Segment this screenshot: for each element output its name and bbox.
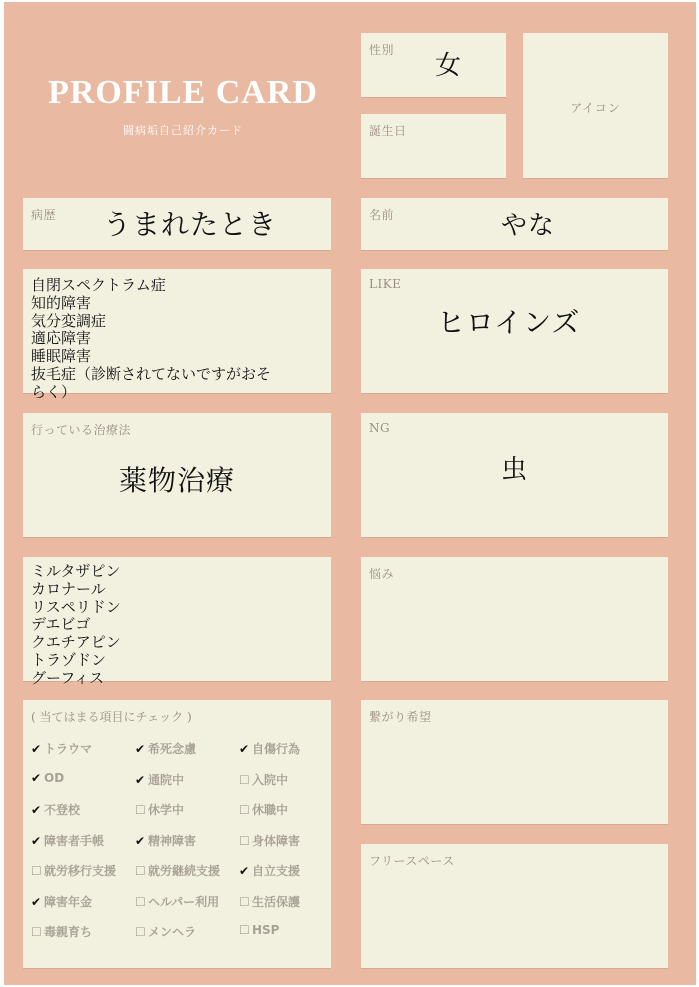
profile-card — [4, 2, 696, 985]
diagnosis-item: 睡眠障害 — [31, 347, 92, 366]
checklist-item[interactable] — [239, 923, 279, 937]
empty-checkbox-icon[interactable]: ☐ — [135, 803, 146, 817]
checklist-item[interactable] — [31, 740, 92, 757]
medication-item: リスペリドン — [31, 597, 121, 616]
empty-checkbox-icon[interactable]: ☐ — [31, 925, 42, 939]
medication-item: グーフィス — [31, 668, 105, 687]
checklist-item[interactable] — [239, 801, 288, 818]
diagnoses-list — [31, 277, 271, 402]
checklist-item[interactable] — [239, 862, 300, 879]
treatment-value: 薬物治療 — [119, 464, 236, 497]
checklist-item-label: 通院中 — [148, 772, 185, 787]
treatment-box — [23, 413, 331, 537]
checklist-item[interactable] — [135, 923, 196, 940]
checklist-item-label: 自立支援 — [252, 864, 301, 878]
checklist-item[interactable] — [135, 740, 196, 757]
ng-label: NG — [369, 421, 391, 435]
checklist-item[interactable] — [239, 832, 300, 849]
checklist-item[interactable] — [135, 862, 220, 879]
empty-checkbox-icon[interactable]: ☐ — [239, 803, 250, 817]
checklist-item-label: 障害者手帳 — [44, 833, 105, 848]
worries-label: 悩み — [369, 567, 395, 581]
checklist-item[interactable] — [239, 740, 300, 757]
like-value: ヒロインズ — [437, 306, 581, 339]
treatment-label: 行っている治療法 — [31, 423, 132, 437]
checkmark-icon[interactable]: ✔ — [135, 833, 146, 848]
birthday-label: 誕生日 — [369, 124, 407, 138]
icon-label: アイコン — [570, 101, 621, 115]
empty-checkbox-icon[interactable]: ☐ — [135, 925, 146, 939]
gender-label: 性別 — [369, 43, 395, 57]
gender-box — [361, 33, 506, 97]
like-box — [361, 269, 668, 393]
checklist-item-label: 不登校 — [44, 803, 81, 817]
checkmark-icon[interactable]: ✔ — [31, 742, 42, 756]
checkmark-icon[interactable]: ✔ — [31, 894, 42, 909]
diagnosis-item: 知的障害 — [31, 293, 92, 312]
checklist-item-label: 休学中 — [148, 803, 185, 817]
free-space-box — [361, 844, 668, 968]
birthday-box — [361, 114, 506, 178]
diagnosis-item: らく） — [31, 382, 77, 401]
diagnosis-item: 自閉スペクトラム症 — [31, 276, 166, 294]
name-box — [361, 198, 668, 250]
diagnosis-item: 気分変調症 — [31, 311, 107, 330]
empty-checkbox-icon[interactable]: ☐ — [239, 923, 250, 937]
checkmark-icon[interactable]: ✔ — [135, 772, 146, 787]
checklist-item[interactable] — [31, 893, 92, 910]
checklist-item-label: 身体障害 — [252, 833, 301, 848]
checklist-item-label: 就労移行支援 — [44, 864, 117, 878]
checklist-item-label: トラウマ — [44, 742, 93, 756]
diagnosis-item: 適応障害 — [31, 329, 92, 348]
medication-item: デエビゴ — [31, 615, 91, 634]
diagnosis-item: 抜毛症（診断されてないですがおそ — [31, 364, 272, 383]
medications-box — [23, 557, 331, 687]
page-subtitle: 闘病垢自己紹介カード — [123, 124, 243, 137]
checklist-item[interactable] — [135, 893, 219, 910]
medications-list — [31, 563, 121, 688]
history-value: うまれたとき — [103, 208, 278, 241]
checklist-item[interactable] — [135, 771, 184, 788]
checkmark-icon[interactable]: ✔ — [31, 770, 42, 785]
checkmark-icon[interactable]: ✔ — [239, 864, 250, 878]
history-box — [23, 198, 331, 250]
gender-value: 女 — [435, 51, 462, 81]
checklist-item[interactable] — [239, 893, 300, 910]
name-value: やな — [501, 211, 556, 241]
checkmark-icon[interactable]: ✔ — [31, 803, 42, 817]
checklist-item[interactable] — [31, 832, 104, 849]
checklist-item[interactable] — [31, 771, 64, 785]
empty-checkbox-icon[interactable]: ☐ — [239, 894, 250, 909]
checkmark-icon[interactable]: ✔ — [239, 742, 250, 756]
name-label: 名前 — [369, 208, 395, 222]
checklist-item-label: 精神障害 — [148, 833, 197, 848]
checklist-item-label: ヘルパー利用 — [148, 894, 220, 909]
checklist-item-label: 生活保護 — [252, 894, 301, 909]
empty-checkbox-icon[interactable]: ☐ — [31, 864, 42, 878]
checklist-item-label: 入院中 — [252, 772, 289, 787]
checklist-item-label: 自傷行為 — [252, 742, 301, 756]
free-space-label: フリースペース — [369, 854, 455, 868]
medication-item: クエチアピン — [31, 633, 121, 652]
checklist-item-label: 休職中 — [252, 803, 289, 817]
connect-label: 繋がり希望 — [369, 710, 432, 724]
empty-checkbox-icon[interactable]: ☐ — [135, 864, 146, 878]
checklist-item[interactable] — [239, 771, 288, 788]
ng-value: 虫 — [501, 455, 528, 485]
checklist-item[interactable] — [31, 801, 80, 818]
checklist-item-label: 希死念慮 — [148, 742, 197, 756]
medication-item: カロナール — [31, 579, 106, 598]
empty-checkbox-icon[interactable]: ☐ — [135, 894, 146, 909]
checkmark-icon[interactable]: ✔ — [135, 742, 146, 756]
checklist-item[interactable] — [135, 801, 184, 818]
history-label: 病歴 — [31, 208, 57, 222]
connect-box — [361, 700, 668, 824]
checklist-item-label: HSP — [252, 923, 280, 937]
checklist-item-label: 毒親育ち — [44, 925, 93, 939]
checklist-item-label: OD — [44, 770, 65, 785]
icon-box — [523, 33, 668, 178]
checklist-heading: ( 当てはまる項目にチェック ) — [31, 710, 192, 724]
page-title: PROFILE CARD — [48, 74, 318, 111]
checklist-item-label: メンヘラ — [148, 925, 197, 939]
checklist-item-label: 障害年金 — [44, 894, 93, 909]
checklist-item-label: 就労継続支援 — [148, 864, 221, 878]
medication-item: ミルタザピン — [31, 562, 121, 580]
checklist-item[interactable] — [135, 832, 196, 849]
checklist-item[interactable] — [31, 923, 92, 940]
empty-checkbox-icon[interactable]: ☐ — [239, 772, 250, 787]
checklist-box — [23, 700, 331, 968]
worries-box — [361, 557, 668, 681]
medication-item: トラゾドン — [31, 650, 107, 669]
checkmark-icon[interactable]: ✔ — [31, 833, 42, 848]
diagnoses-box — [23, 269, 331, 401]
empty-checkbox-icon[interactable]: ☐ — [239, 833, 250, 848]
like-label: LIKE — [369, 277, 402, 291]
checklist-item[interactable] — [31, 862, 116, 879]
ng-box — [361, 413, 668, 537]
